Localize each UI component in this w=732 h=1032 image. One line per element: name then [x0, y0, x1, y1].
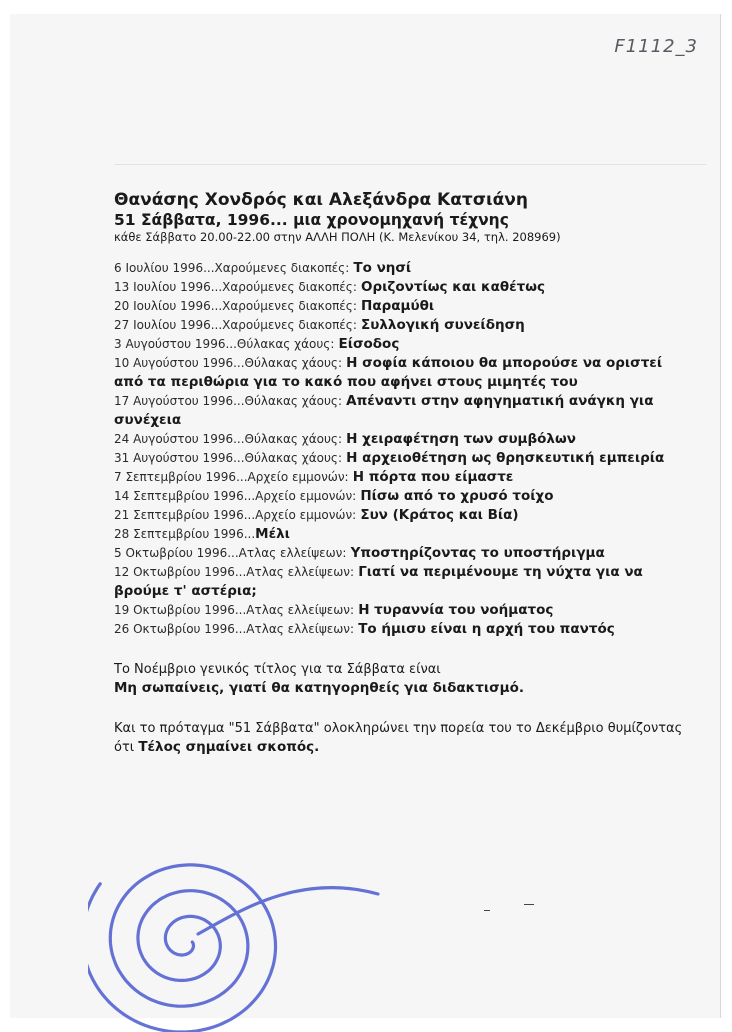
schedule-line: κάθε Σάββατο 20.00-22.00 στην ΑΛΛΗ ΠΟΛΗ (Κ. Μελενίκου 34, τηλ. 208969) [114, 230, 561, 244]
entry-series: Ατλας ελλείψεων: [246, 565, 355, 579]
entry-title: Η πόρτα που είμαστε [352, 469, 514, 485]
pen-mark [524, 904, 534, 905]
entry-title: Απέναντι στην αφηγηματική ανάγκη για συνέχεια [114, 393, 654, 428]
list-item [114, 354, 694, 392]
list-item [114, 392, 694, 430]
entry-series: Θύλακας χάους: [236, 337, 335, 351]
entry-title: Η αρχειοθέτηση ως θρησκευτική εμπειρία [346, 450, 665, 466]
entry-date: 31 Αυγούστου 1996... [114, 451, 245, 465]
entry-date: 24 Αυγούστου 1996... [114, 432, 245, 446]
pen-mark [484, 910, 490, 911]
entry-series: Χαρούμενες διακοπές: [222, 318, 357, 332]
entry-series: Ατλας ελλείψεων: [246, 622, 355, 636]
entry-date: 3 Αυγούστου 1996... [114, 337, 237, 351]
entry-title: Πίσω από το χρυσό τοίχο [360, 488, 554, 504]
entries-list [114, 259, 694, 639]
closing-emphasis: Τέλος σημαίνει σκοπός. [138, 739, 320, 755]
november-intro: Το Νοέμβριο γενικός τίτλος για τα Σάββατα είναι [114, 662, 441, 677]
entry-date: 6 Ιουλίου 1996... [114, 261, 215, 275]
entry-title: Υποστηρίζοντας το υποστήριγμα [350, 545, 605, 561]
entry-title: Παραμύθι [361, 298, 435, 314]
list-item [114, 297, 694, 316]
document-body [114, 190, 694, 757]
entry-title: Το ήμισυ είναι η αρχή του παντός [358, 621, 615, 637]
document-title: Θανάσης Χονδρός και Αλεξάνδρα Κατσιάνη [114, 190, 528, 210]
entry-title: Συν (Κράτος και Βία) [360, 507, 519, 523]
entry-series: Χαρούμενες διακοπές: [222, 280, 357, 294]
list-item [114, 563, 694, 601]
list-item [114, 430, 694, 449]
entry-title: Γιατί να περιμένουμε τη νύχτα για να βρούμε τ' αστέρια; [114, 564, 643, 599]
entry-series: Θύλακας χάους: [244, 394, 342, 408]
list-item [114, 449, 694, 468]
entry-date: 21 Σεπτεμβρίου 1996... [114, 508, 256, 522]
entry-date: 19 Οκτωβρίου 1996... [114, 603, 247, 617]
list-item [114, 525, 694, 544]
list-item [114, 316, 694, 335]
entry-date: 5 Οκτωβρίου 1996... [114, 546, 239, 560]
entry-date: 14 Σεπτεμβρίου 1996... [114, 489, 256, 503]
entry-title: Μέλι [255, 526, 290, 542]
entry-date: 26 Οκτωβρίου 1996... [114, 622, 247, 636]
entry-title: Η χειραφέτηση των συμβόλων [346, 431, 576, 447]
entry-date: 17 Αυγούστου 1996... [114, 394, 245, 408]
entry-date: 13 Ιουλίου 1996... [114, 280, 223, 294]
entry-title: Οριζοντίως και καθέτως [361, 279, 546, 295]
entry-series: Αρχείο εμμονών: [255, 489, 357, 503]
list-item [114, 544, 694, 563]
entry-series: Χαρούμενες διακοπές: [222, 299, 357, 313]
entry-date: 12 Οκτωβρίου 1996... [114, 565, 247, 579]
document-subtitle: 51 Σάββατα, 1996... μια χρονομηχανή τέχνης [114, 211, 509, 229]
fold-line [114, 164, 706, 165]
entry-series: Ατλας ελλείψεων: [246, 603, 355, 617]
list-item [114, 278, 694, 297]
entry-title: Η τυραννία του νοήματος [358, 602, 554, 618]
spiral-stamp-icon [88, 842, 388, 1032]
list-item [114, 601, 694, 620]
entry-title: Είσοδος [338, 336, 400, 352]
entry-series: Θύλακας χάους: [244, 451, 342, 465]
entry-series: Αρχείο εμμονών: [247, 470, 349, 484]
document-page [10, 14, 721, 1018]
entry-date: 10 Αυγούστου 1996... [114, 356, 245, 370]
list-item [114, 468, 694, 487]
entry-series: Θύλακας χάους: [244, 432, 342, 446]
closing-text: Και το πρόταγμα "51 Σάββατα" ολοκληρώνει την πορεία του το Δεκέμβριο θυμίζοντας ότι [114, 721, 683, 755]
entry-series: Θύλακας χάους: [244, 356, 342, 370]
november-title: Μη σωπαίνεις, γιατί θα κατηγορηθείς για διδακτισμό. [114, 680, 524, 696]
entry-series: Ατλας ελλείψεων: [238, 546, 347, 560]
list-item [114, 506, 694, 525]
list-item [114, 487, 694, 506]
list-item [114, 259, 694, 278]
entry-date: 27 Ιουλίου 1996... [114, 318, 223, 332]
entry-date: 20 Ιουλίου 1996... [114, 299, 223, 313]
list-item [114, 335, 694, 354]
entry-date: 28 Σεπτεμβρίου 1996... [114, 527, 256, 541]
entry-title: Η σοφία κάποιου θα μπορούσε να οριστεί από τα περιθώρια για το κακό που αφήνει στους μιμητές του [114, 355, 663, 390]
entry-date: 7 Σεπτεμβρίου 1996... [114, 470, 248, 484]
closing-paragraph [114, 720, 694, 757]
archive-reference: F1112_3 [614, 36, 698, 57]
entry-title: Το νησί [353, 260, 412, 276]
entry-series: Αρχείο εμμονών: [255, 508, 357, 522]
list-item [114, 620, 694, 639]
entry-title: Συλλογική συνείδηση [361, 317, 525, 333]
entry-series: Χαρούμενες διακοπές: [214, 261, 350, 275]
november-paragraph [114, 661, 694, 698]
